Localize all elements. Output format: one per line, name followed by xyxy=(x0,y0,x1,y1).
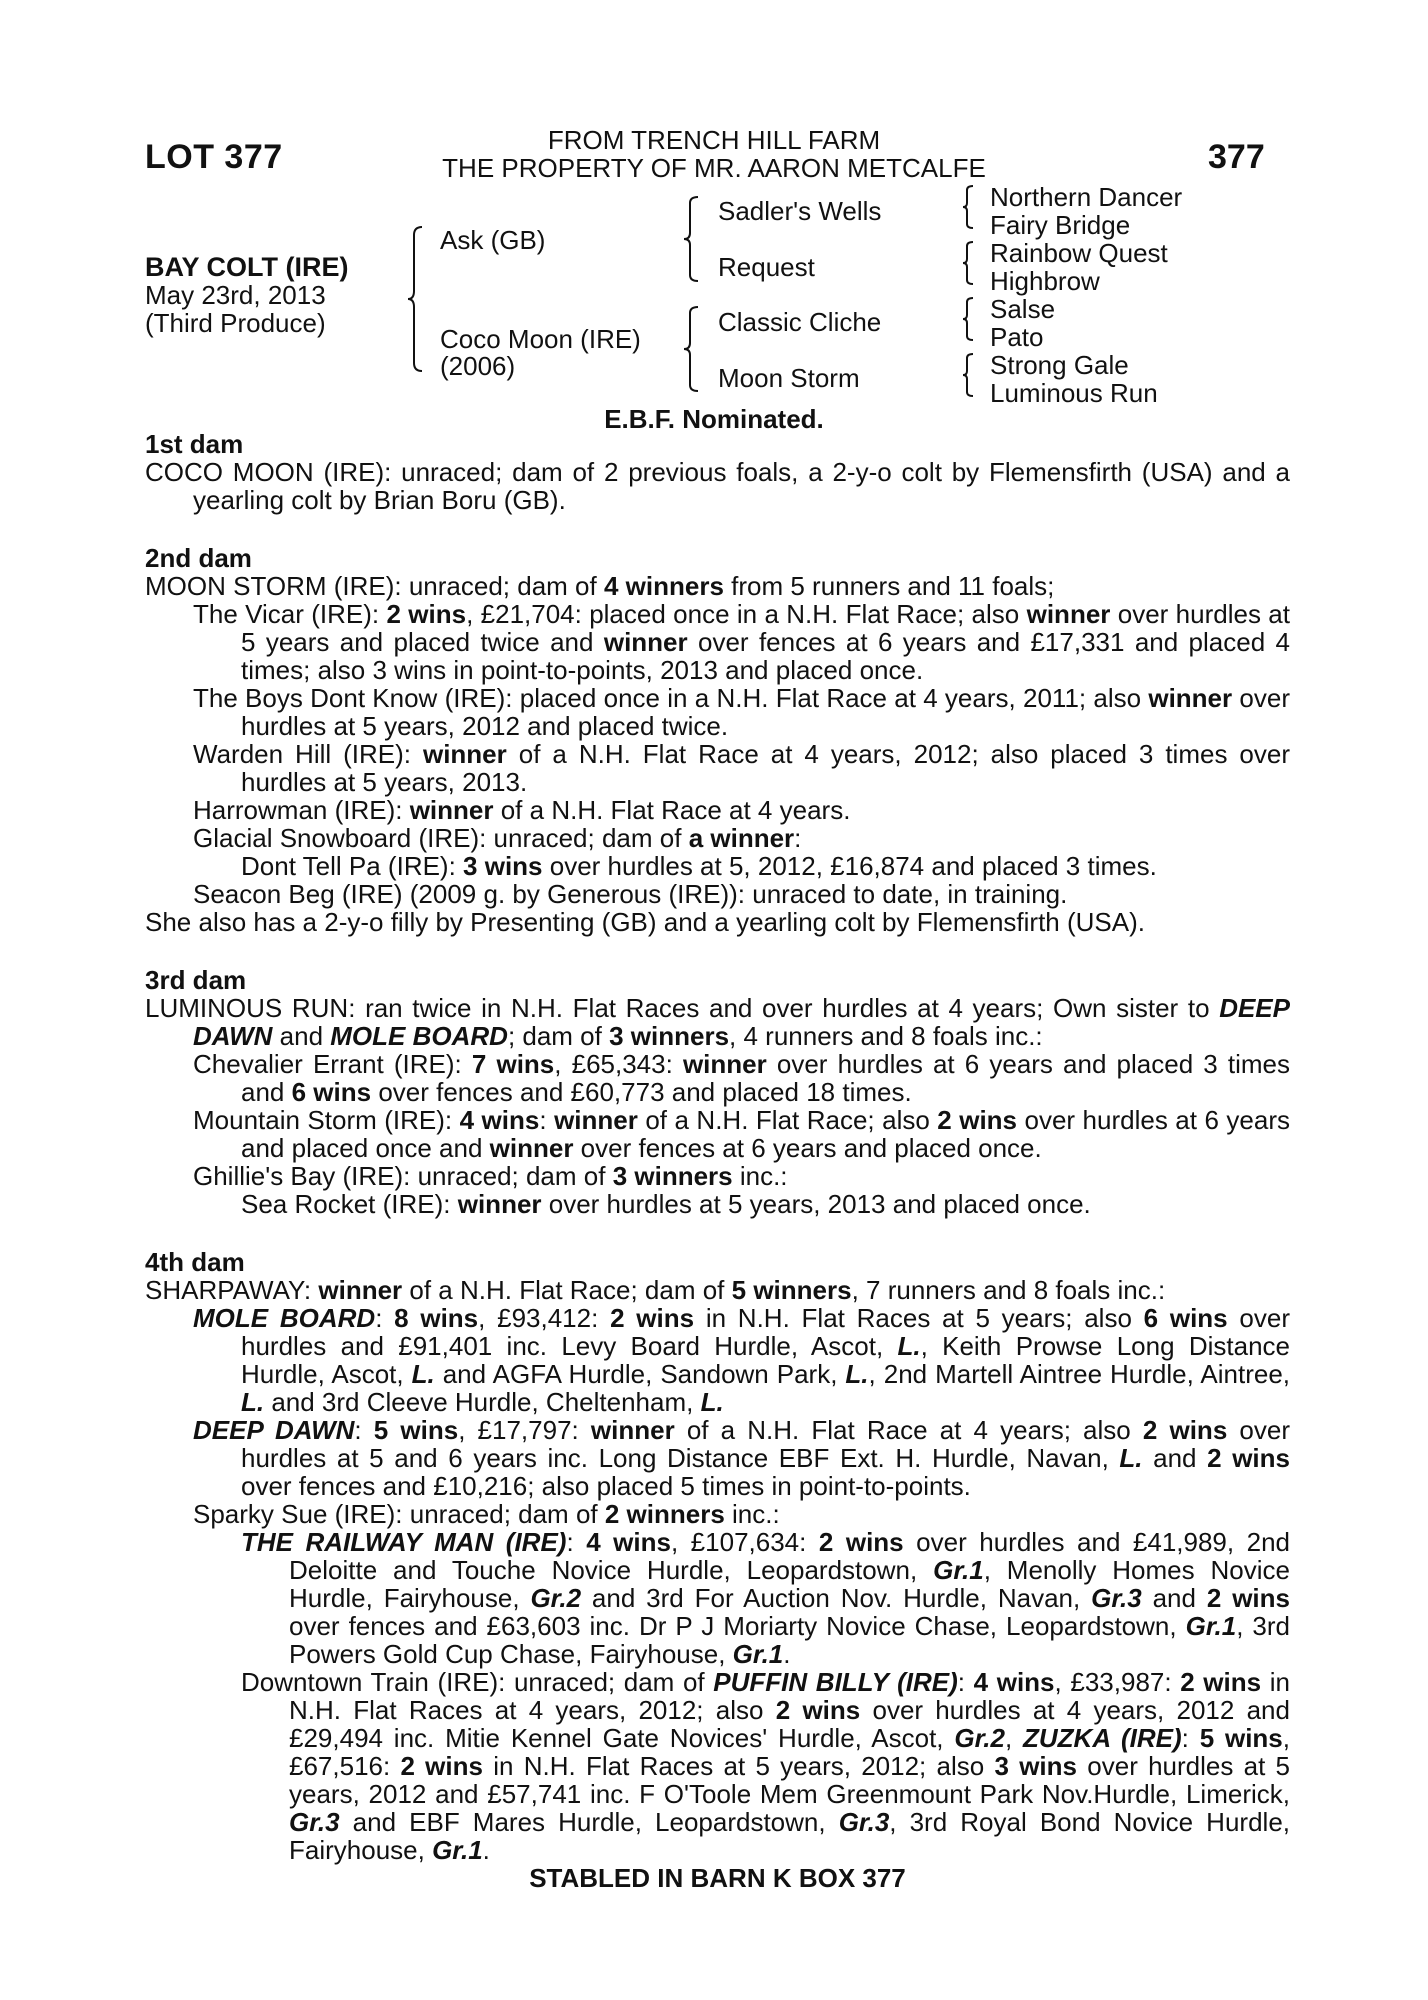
pedigree-dam-year: (2006) xyxy=(440,351,516,381)
progeny-note: She also has a 2-y-o filly by Presenting (GB) and a yearling colt by Flemensfirth (USA). xyxy=(145,907,1145,937)
pedigree-bracket-ss xyxy=(963,184,979,232)
horse-name: BAY COLT (IRE) xyxy=(145,252,349,282)
horse-produce: (Third Produce) xyxy=(145,308,326,338)
pedigree-bracket-dd xyxy=(963,352,979,400)
pedigree-sire-dam: Request xyxy=(718,252,815,282)
progeny-entry: Mountain Storm (IRE): 4 wins: winner of a N.H. Flat Race; also 2 wins over hurdles at 6 years and placed once and winner over fences at 6 years and placed once. xyxy=(193,1105,1290,1163)
pedigree-bracket-main xyxy=(410,225,430,375)
progeny-entry: DEEP DAWN: 5 wins, £17,797: winner of a N.H. Flat Race at 4 years; also 2 wins over hurdles at 5 and 6 years inc. Long Distance EBF Ext. H. Hurdle, Navan, L. and 2 wins over fences and £10,216; also placed 5 times in point-to-points. xyxy=(193,1415,1290,1501)
pedigree-sss: Northern Dancer xyxy=(990,182,1183,212)
section-heading: 1st dam xyxy=(145,429,244,459)
progeny-entry: Chevalier Errant (IRE): 7 wins, £65,343: winner over hurdles at 6 years and placed 3 times and 6 wins over fences and £60,773 and placed 18 times. xyxy=(193,1049,1290,1107)
lot-number: 377 xyxy=(1208,138,1265,176)
progeny-entry: Ghillie's Bay (IRE): unraced; dam of 3 winners inc.: xyxy=(193,1161,788,1191)
progeny-entry: Seacon Beg (IRE) (2009 g. by Generous (IRE)): unraced to date, in training. xyxy=(193,879,1068,909)
stabling-footer: STABLED IN BARN K BOX 377 xyxy=(529,1863,906,1893)
pedigree-sds: Rainbow Quest xyxy=(990,238,1168,268)
section-heading: 4th dam xyxy=(145,1247,245,1277)
pedigree-bracket-dam xyxy=(686,305,706,395)
progeny-entry: Dont Tell Pa (IRE): 3 wins over hurdles at 5, 2012, £16,874 and placed 3 times. xyxy=(241,851,1157,881)
pedigree-bracket-ds xyxy=(963,296,979,344)
pedigree-dam-sire: Classic Cliche xyxy=(718,307,882,337)
progeny-entry: Sparky Sue (IRE): unraced; dam of 2 winners inc.: xyxy=(193,1499,780,1529)
pedigree-bracket-sire xyxy=(686,195,706,285)
pedigree-dsd: Pato xyxy=(990,322,1044,352)
pedigree-dam: Coco Moon (IRE) xyxy=(440,324,641,354)
catalogue-body xyxy=(145,430,1290,1892)
first-dam-entry: COCO MOON (IRE): unraced; dam of 2 previous foals, a 2-y-o colt by Flemensfirth (USA) and a yearling colt by Brian Boru (GB). xyxy=(145,457,1290,515)
progeny-entry: THE RAILWAY MAN (IRE): 4 wins, £107,634: 2 wins over hurdles and £41,989, 2nd Deloitte and Touche Novice Hurdle, Leopardstown, Gr.1, Menolly Homes Novice Hurdle, Fairyhouse, Gr.2 and 3rd For Auction Nov. Hurdle, Navan, Gr.3 and 2 wins over fences and £63,603 inc. Dr P J Moriarty Novice Chase, Leopardstown, Gr.1, 3rd Powers Gold Cup Chase, Fairyhouse, Gr.1. xyxy=(241,1527,1291,1669)
pedigree-dam-dam: Moon Storm xyxy=(718,363,860,393)
pedigree-dds: Strong Gale xyxy=(990,350,1129,380)
progeny-entry: The Boys Dont Know (IRE): placed once in a N.H. Flat Race at 4 years, 2011; also winner over hurdles at 5 years, 2012 and placed twice. xyxy=(193,683,1290,741)
fourth-dam-entry: SHARPAWAY: winner of a N.H. Flat Race; dam of 5 winners, 7 runners and 8 foals inc.: xyxy=(145,1275,1166,1305)
progeny-entry: Downtown Train (IRE): unraced; dam of PUFFIN BILLY (IRE): 4 wins, £33,987: 2 wins in N.H. Flat Races at 4 years, 2012; also 2 wins over hurdles at 4 years, 2012 and £29,494 inc. Mitie Kennel Gate Novices' Hurdle, Ascot, Gr.2, ZUZKA (IRE): 5 wins, £67,516: 2 wins in N.H. Flat Races at 5 years, 2012; also 3 wins over hurdles at 5 years, 2012 and £57,741 inc. F O'Toole Mem Greenmount Park Nov.Hurdle, Limerick, Gr.3 and EBF Mares Hurdle, Leopardstown, Gr.3, 3rd Royal Bond Novice Hurdle, Fairyhouse, Gr.1. xyxy=(241,1667,1291,1865)
progeny-entry: Harrowman (IRE): winner of a N.H. Flat Race at 4 years. xyxy=(193,795,851,825)
second-dam-entry: MOON STORM (IRE): unraced; dam of 4 winners from 5 runners and 11 foals; xyxy=(145,571,1055,601)
section-heading: 3rd dam xyxy=(145,965,247,995)
progeny-entry: The Vicar (IRE): 2 wins, £21,704: placed once in a N.H. Flat Race; also winner over hurdles at 5 years and placed twice and winner over fences at 6 years and £17,331 and placed 4 times; also 3 wins in point-to-points, 2013 and placed once. xyxy=(193,599,1290,685)
horse-dob: May 23rd, 2013 xyxy=(145,280,326,310)
progeny-entry: Warden Hill (IRE): winner of a N.H. Flat Race at 4 years, 2012; also placed 3 times over hurdles at 5 years, 2013. xyxy=(193,739,1290,797)
pedigree-sire-sire: Sadler's Wells xyxy=(718,196,882,226)
third-dam-entry: LUMINOUS RUN: ran twice in N.H. Flat Races and over hurdles at 4 years; Own sister to DEEP DAWN and MOLE BOARD; dam of 3 winners, 4 runners and 8 foals inc.: xyxy=(145,993,1290,1051)
pedigree-sdd: Highbrow xyxy=(990,266,1100,296)
pedigree-ssd: Fairy Bridge xyxy=(990,210,1131,240)
pedigree-sire: Ask (GB) xyxy=(440,225,546,255)
lot-label: LOT 377 xyxy=(145,138,283,176)
property-line: THE PROPERTY OF MR. AARON METCALFE xyxy=(442,153,986,183)
progeny-entry: Sea Rocket (IRE): winner over hurdles at 5 years, 2013 and placed once. xyxy=(241,1189,1091,1219)
pedigree-bracket-sd xyxy=(963,240,979,288)
pedigree-dss: Salse xyxy=(990,294,1056,324)
ebf-nominated: E.B.F. Nominated. xyxy=(604,404,824,434)
vendor-line: FROM TRENCH HILL FARM xyxy=(547,125,881,155)
progeny-entry: MOLE BOARD: 8 wins, £93,412: 2 wins in N.H. Flat Races at 5 years; also 6 wins over hurdles and £91,401 inc. Levy Board Hurdle, Ascot, L., Keith Prowse Long Distance Hurdle, Ascot, L. and AGFA Hurdle, Sandown Park, L., 2nd Martell Aintree Hurdle, Aintree, L. and 3rd Cleeve Hurdle, Cheltenham, L. xyxy=(193,1303,1291,1417)
section-heading: 2nd dam xyxy=(145,543,252,573)
progeny-entry: Glacial Snowboard (IRE): unraced; dam of a winner: xyxy=(193,823,802,853)
pedigree-ddd: Luminous Run xyxy=(990,378,1158,408)
